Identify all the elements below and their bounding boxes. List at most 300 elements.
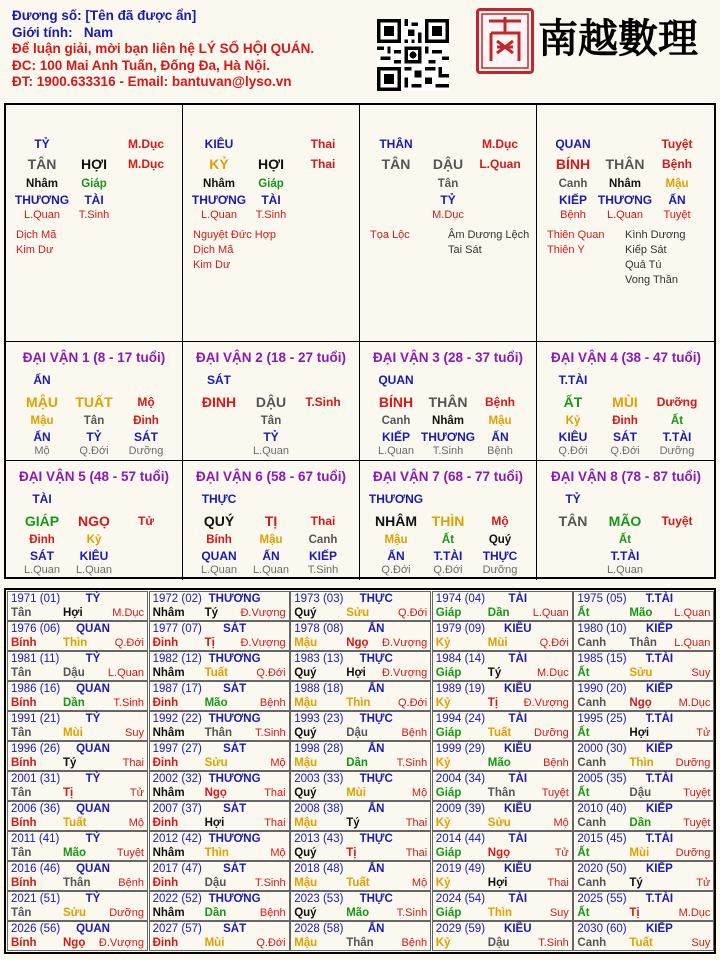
year-label: 1994 (24) xyxy=(435,713,486,725)
year-label: 1974 (04) xyxy=(435,593,486,605)
year-than: TỶ xyxy=(85,773,101,785)
year-can: Bính xyxy=(11,817,37,829)
year-can: Giáp xyxy=(435,667,462,679)
year-cell xyxy=(149,831,290,861)
year-chi: Hợi xyxy=(487,877,508,889)
year-phase: T.Sinh xyxy=(255,877,286,889)
year-chi: Mùi xyxy=(487,637,508,649)
dv-hidden-phase: L.Quan xyxy=(75,564,113,576)
star-right: Quả Tú xyxy=(625,259,662,271)
year-cell xyxy=(7,861,148,891)
star-left: Nguyệt Đức Hợp xyxy=(193,229,277,241)
hidden-than: TÀI xyxy=(84,193,104,207)
year-phase: Tuyệt xyxy=(541,787,569,799)
year-phase: Mộ xyxy=(270,847,286,859)
year-than: ẤN xyxy=(367,803,385,815)
year-phase: Suy xyxy=(549,907,569,919)
year-can: Giáp xyxy=(435,607,462,619)
year-chi: Dần xyxy=(346,757,368,769)
dai-van-can: TÂN xyxy=(558,513,588,529)
year-can: Quý xyxy=(294,847,317,859)
year-can: Kỷ xyxy=(435,877,451,889)
year-can: Ất xyxy=(577,907,590,919)
year-chi: Tý xyxy=(629,877,643,889)
year-can: Nhâm xyxy=(152,667,185,679)
year-can: Bính xyxy=(11,697,37,709)
year-cell xyxy=(149,741,290,771)
year-cell xyxy=(7,741,148,771)
dv-hidden-phase: Q.Đới xyxy=(79,445,109,457)
dv-hidden-than: T.TÀI xyxy=(662,430,692,444)
dv-hidden-can: Tân xyxy=(83,415,105,427)
pillar-phase-can: Bệnh xyxy=(662,157,692,171)
year-label: 2018 (48) xyxy=(294,863,344,875)
star-left: Dịch Mã xyxy=(193,244,234,256)
year-cell xyxy=(432,831,573,861)
dai-van-cell xyxy=(183,342,360,461)
year-than: THỰC xyxy=(359,593,393,605)
year-chi: Ngọ xyxy=(487,847,511,859)
dai-van-title: ĐẠI VẬN 3 (28 - 37 tuổi) xyxy=(372,350,524,365)
year-cell xyxy=(149,891,290,921)
year-cell xyxy=(432,891,573,921)
year-chi: Mão xyxy=(629,607,653,619)
pillar-cell xyxy=(183,105,360,342)
year-chi: Ngọ xyxy=(346,637,369,649)
dai-van-cell xyxy=(537,461,715,580)
year-can: Đinh xyxy=(152,817,179,829)
pillar-cell xyxy=(6,105,183,342)
header-info xyxy=(12,8,372,91)
year-phase: L.Quan xyxy=(674,637,711,649)
dai-van-title: ĐẠI VẬN 8 (78 - 87 tuổi) xyxy=(550,469,702,484)
address-line: ĐC: 100 Mai Anh Tuấn, Đống Đa, Hà Nội. xyxy=(12,57,271,73)
dai-van-phase: Dưỡng xyxy=(656,395,698,409)
year-than: T.TÀI xyxy=(645,773,674,785)
hidden-can: Tân xyxy=(437,178,459,190)
hidden-than: THƯƠNG xyxy=(191,193,247,207)
year-label: 1976 (06) xyxy=(11,623,61,635)
year-phase: Tử xyxy=(554,847,569,859)
year-than: T.TÀI xyxy=(645,593,674,605)
year-than: KIÊU xyxy=(504,623,532,635)
pillar-phase-can: Thai xyxy=(310,157,336,171)
year-cell xyxy=(573,861,714,891)
dv-hidden-than: SÁT xyxy=(613,430,637,444)
year-than: THỰC xyxy=(359,833,393,845)
year-cell xyxy=(149,801,290,831)
year-label: 2009 (39) xyxy=(435,803,486,815)
dv-hidden-than: ẤN xyxy=(33,430,51,444)
year-cell xyxy=(432,801,573,831)
year-chi: Hợi xyxy=(346,667,366,679)
year-chi: Ngọ xyxy=(629,697,652,709)
year-chi: Mão xyxy=(346,907,370,919)
year-phase: Đ.Vượng xyxy=(240,607,286,619)
year-label: 1997 (27) xyxy=(152,743,202,755)
year-label: 1987 (17) xyxy=(152,683,202,695)
year-label: 1989 (19) xyxy=(435,683,486,695)
year-than: THỰC xyxy=(359,653,393,665)
year-label: 2012 (42) xyxy=(152,833,202,845)
year-phase: T.Sinh xyxy=(396,907,428,919)
year-chi: Tuất xyxy=(63,817,87,829)
year-chi: Dậu xyxy=(629,787,652,799)
dai-van-chi: TUẤT xyxy=(75,394,113,410)
year-can: Giáp xyxy=(435,727,462,739)
dv-hidden-can: Quý xyxy=(488,534,512,546)
year-label: 2023 (53) xyxy=(294,893,344,905)
year-label: 2013 (43) xyxy=(294,833,344,845)
year-phase: M.Dục xyxy=(537,667,569,679)
dv-hidden-than: ẤN xyxy=(491,430,509,444)
year-cell xyxy=(290,861,431,891)
year-phase: Q.Đới xyxy=(539,637,569,649)
dai-van-phase: Mộ xyxy=(491,514,509,528)
year-can: Ất xyxy=(577,847,590,859)
year-phase: Q.Đới xyxy=(114,637,144,649)
year-label: 1995 (25) xyxy=(577,713,627,725)
dv-hidden-can: Ất xyxy=(670,415,684,427)
year-than: SÁT xyxy=(223,743,247,755)
dv-hidden-phase: Bệnh xyxy=(487,445,513,457)
year-phase: Thai xyxy=(405,817,428,829)
year-can: Nhâm xyxy=(152,787,185,799)
year-can: Tân xyxy=(11,607,32,619)
dv-hidden-than: THỰC xyxy=(482,549,518,563)
dai-van-title: ĐẠI VẬN 7 (68 - 77 tuổi) xyxy=(372,469,524,484)
year-label: 2028 (58) xyxy=(294,923,344,935)
year-cell xyxy=(149,771,290,801)
year-than: QUAN xyxy=(76,743,110,755)
year-than: TÀI xyxy=(508,773,528,785)
year-phase: Suy xyxy=(125,727,144,739)
year-phase: Suy xyxy=(691,667,711,679)
dv-hidden-phase: L.Quan xyxy=(377,445,415,457)
year-label: 1993 (23) xyxy=(294,713,344,725)
year-cell xyxy=(7,621,148,651)
year-chi: Mão xyxy=(63,847,86,859)
year-than: SÁT xyxy=(223,683,247,695)
year-chi: Hợi xyxy=(204,817,225,829)
hidden-than: THƯƠNG xyxy=(14,193,70,207)
year-phase: T.Sinh xyxy=(396,757,428,769)
year-phase: Dưỡng xyxy=(675,847,711,859)
year-phase: Dưỡng xyxy=(675,757,711,769)
dai-van-phase: Thai xyxy=(310,514,336,528)
year-label: 2001 (31) xyxy=(11,773,61,785)
year-phase: Đ.Vượng xyxy=(382,667,428,679)
year-phase: T.Sinh xyxy=(255,727,286,739)
year-than: KIÊU xyxy=(504,803,532,815)
dv-hidden-can: Tân xyxy=(260,415,282,427)
year-than: KIẾP xyxy=(645,683,673,695)
year-than: THƯƠNG xyxy=(208,773,261,785)
year-can: Nhâm xyxy=(152,727,185,739)
year-label: 1971 (01) xyxy=(11,593,61,605)
dv-hidden-can: Ất xyxy=(441,534,455,546)
pillar-cell xyxy=(360,105,537,342)
year-cell xyxy=(573,741,714,771)
year-cell xyxy=(149,591,290,621)
year-label: 2026 (56) xyxy=(11,923,61,935)
year-label: 1977 (07) xyxy=(152,623,202,635)
year-label: 1990 (20) xyxy=(577,683,627,695)
year-can: Kỷ xyxy=(435,937,451,949)
pillar-chi: DẬU xyxy=(432,156,464,172)
dv-hidden-than: ẤN xyxy=(387,549,405,563)
year-cell xyxy=(290,801,431,831)
year-chi: Sửu xyxy=(204,757,228,769)
svg-text:南越數理: 南越數理 xyxy=(538,15,698,60)
year-cell xyxy=(432,621,573,651)
year-label: 2022 (52) xyxy=(152,893,202,905)
year-label: 1980 (10) xyxy=(577,623,627,635)
year-than: QUAN xyxy=(76,683,110,695)
year-cell xyxy=(7,891,148,921)
year-cell xyxy=(7,651,148,681)
dai-van-chi: MÙI xyxy=(612,394,638,410)
year-can: Quý xyxy=(294,907,317,919)
year-cell xyxy=(149,651,290,681)
year-can: Bính xyxy=(11,757,37,769)
year-cell xyxy=(7,801,148,831)
phone-line: ĐT: 1900.633316 - Email: bantuvan@lyso.vn xyxy=(12,74,292,89)
dv-hidden-than: KIÊU xyxy=(558,430,588,444)
pillar-chi: HỢI xyxy=(258,156,284,172)
year-chi: Hợi xyxy=(63,607,83,619)
year-cell xyxy=(432,681,573,711)
year-phase: Bệnh xyxy=(401,727,428,739)
pillar-can: KỶ xyxy=(209,156,229,172)
dv-hidden-can: Mậu xyxy=(384,534,408,546)
year-cell xyxy=(573,681,714,711)
pillar-phase-top: Thai xyxy=(310,137,336,151)
year-chi: Tý xyxy=(204,607,219,619)
year-label: 1992 (22) xyxy=(152,713,202,725)
year-than: THỰC xyxy=(359,713,393,725)
dv-hidden-can: Nhâm xyxy=(432,415,464,427)
year-chi: Mùi xyxy=(346,787,366,799)
year-phase: Bệnh xyxy=(543,757,569,769)
year-cell xyxy=(573,651,714,681)
star-right: Vong Thần xyxy=(625,274,679,286)
dai-van-than: TỶ xyxy=(565,492,581,506)
hidden-than: KIẾP xyxy=(558,193,588,207)
year-chi: Dần xyxy=(487,607,510,619)
year-can: Nhâm xyxy=(152,907,185,919)
dv-hidden-than: TỶ xyxy=(263,430,279,444)
year-label: 2000 (30) xyxy=(577,743,627,755)
year-can: Tân xyxy=(11,727,32,739)
year-label: 1981 (11) xyxy=(11,653,60,665)
year-can: Giáp xyxy=(435,907,462,919)
year-cell xyxy=(432,591,573,621)
year-cell xyxy=(573,621,714,651)
dv-hidden-than: T.TÀI xyxy=(610,549,640,563)
year-label: 2005 (35) xyxy=(577,773,627,785)
year-chi: Dậu xyxy=(346,727,368,739)
year-than: QUAN xyxy=(76,623,110,635)
dv-hidden-can: Mậu xyxy=(488,415,512,427)
year-label: 1996 (26) xyxy=(11,743,61,755)
pillar-can: BÍNH xyxy=(555,156,591,172)
dv-hidden-can: Kỷ xyxy=(565,415,581,427)
year-chi: Mùi xyxy=(204,937,225,949)
pillar-phase-top: M.Dục xyxy=(482,137,518,151)
dai-van-can: ẤT xyxy=(563,394,583,410)
year-label: 2025 (55) xyxy=(577,893,627,905)
pillar-cell xyxy=(537,105,715,342)
dai-van-than: TÀI xyxy=(32,492,52,506)
year-can: Kỷ xyxy=(435,697,451,709)
star-right: Kiếp Sát xyxy=(625,244,667,256)
dai-van-cell xyxy=(183,461,360,580)
year-cell xyxy=(290,621,431,651)
year-than: KIẾP xyxy=(645,803,673,815)
dv-hidden-phase: T.Sinh xyxy=(307,564,339,576)
dv-hidden-phase: L.Quan xyxy=(606,564,644,576)
year-can: Bính xyxy=(11,937,37,949)
hidden-than: TỶ xyxy=(440,193,456,207)
year-can: Quý xyxy=(294,667,317,679)
year-than: TỶ xyxy=(85,833,101,845)
year-can: Canh xyxy=(577,757,607,769)
year-than: TỶ xyxy=(85,593,101,605)
year-can: Quý xyxy=(294,787,317,799)
year-than: QUAN xyxy=(76,803,110,815)
year-label: 2029 (59) xyxy=(435,923,486,935)
dai-van-than: THƯƠNG xyxy=(368,492,424,506)
dai-van-than: QUAN xyxy=(378,373,414,387)
year-phase: M.Dục xyxy=(678,907,711,919)
year-chi: Thìn xyxy=(346,697,371,709)
year-can: Tân xyxy=(11,907,32,919)
year-can: Nhâm xyxy=(152,847,185,859)
hidden-phase: L.Quan xyxy=(23,209,61,221)
dv-hidden-than: T.TÀI xyxy=(433,549,463,563)
year-phase: Mộ xyxy=(553,817,569,829)
year-than: THƯƠNG xyxy=(208,713,261,725)
year-cell xyxy=(290,921,431,951)
dai-van-title: ĐẠI VẬN 1 (8 - 17 tuổi) xyxy=(22,350,166,365)
year-label: 1986 (16) xyxy=(11,683,61,695)
year-can: Tân xyxy=(11,847,32,859)
year-than: SÁT xyxy=(223,803,247,815)
year-chi: Tuất xyxy=(346,877,370,889)
year-cell xyxy=(432,651,573,681)
year-than: THƯƠNG xyxy=(208,893,261,905)
year-can: Canh xyxy=(577,817,607,829)
year-label: 1972 (02) xyxy=(152,593,202,605)
dv-hidden-can: Đinh xyxy=(133,415,159,427)
year-cell xyxy=(7,591,148,621)
pillar-phase-top: M.Dục xyxy=(128,137,164,151)
year-than: SÁT xyxy=(223,623,247,635)
dai-van-than: T.TÀI xyxy=(558,373,588,387)
year-chi: Dần xyxy=(63,697,85,709)
year-cell xyxy=(149,861,290,891)
year-than: TÀI xyxy=(508,893,528,905)
year-phase: Thai xyxy=(264,817,286,829)
dai-van-title: ĐẠI VẬN 6 (58 - 67 tuổi) xyxy=(195,469,347,484)
year-phase: Mộ xyxy=(411,787,428,799)
dv-hidden-than: SÁT xyxy=(134,430,158,444)
year-phase: Thai xyxy=(122,757,144,769)
year-chi: Sửu xyxy=(487,817,511,829)
year-label: 2030 (60) xyxy=(577,923,627,935)
year-chi: Dậu xyxy=(487,937,510,949)
year-phase: Dưỡng xyxy=(109,907,144,919)
dv-hidden-can: Canh xyxy=(308,534,338,546)
year-cell xyxy=(290,711,431,741)
dai-van-title: ĐẠI VẬN 5 (48 - 57 tuổi) xyxy=(18,469,170,484)
year-label: 2007 (37) xyxy=(152,803,202,815)
pillar-can: TÂN xyxy=(381,156,411,172)
year-phase: Q.Đới xyxy=(397,607,428,619)
year-phase: L.Quan xyxy=(674,607,711,619)
year-label: 2002 (32) xyxy=(152,773,202,785)
year-cell xyxy=(290,591,431,621)
duong-so-value: [Tên đã được ẩn] xyxy=(85,8,197,23)
year-chi: Dần xyxy=(629,817,652,829)
year-can: Canh xyxy=(577,877,607,889)
year-phase: Tuyệt xyxy=(116,847,144,859)
year-than: THƯƠNG xyxy=(208,593,261,605)
dai-van-cell xyxy=(6,461,183,580)
year-can: Đinh xyxy=(152,757,179,769)
year-can: Giáp xyxy=(435,847,462,859)
pillar-can: TÂN xyxy=(27,156,57,172)
hidden-can: Mậu xyxy=(665,178,689,190)
year-cell xyxy=(7,831,148,861)
year-can: Giáp xyxy=(435,787,462,799)
dai-van-chi: DẬU xyxy=(255,394,287,410)
dai-van-can: GIÁP xyxy=(24,513,60,529)
year-label: 2024 (54) xyxy=(435,893,486,905)
year-chi: Thân xyxy=(63,877,91,889)
year-cell xyxy=(290,681,431,711)
pillar-chi: HỢI xyxy=(81,156,107,172)
year-phase: Đ.Vượng xyxy=(523,697,569,709)
year-chi: Ngọ xyxy=(204,787,227,799)
year-phase: Bệnh xyxy=(118,877,144,889)
dv-hidden-phase: Q.Đới xyxy=(433,564,463,576)
year-phase: Đ.Vượng xyxy=(382,637,428,649)
year-phase: Bệnh xyxy=(401,937,428,949)
qr-code-icon xyxy=(377,19,449,91)
year-label: 2003 (33) xyxy=(294,773,344,785)
year-than: KIÊU xyxy=(504,743,532,755)
bazi-chart-grid xyxy=(4,103,716,579)
year-phase: Mộ xyxy=(128,817,144,829)
dv-hidden-phase: L.Quan xyxy=(23,564,61,576)
dai-van-chi: TỊ xyxy=(264,513,278,529)
year-than: ẤN xyxy=(367,863,385,875)
year-phase: Mộ xyxy=(411,877,428,889)
year-cell xyxy=(7,681,148,711)
year-label: 2017 (47) xyxy=(152,863,202,875)
dv-hidden-than: SÁT xyxy=(30,549,54,563)
hidden-phase: T.Sinh xyxy=(255,209,287,221)
dv-hidden-phase: Dưỡng xyxy=(128,445,164,457)
year-phase: Suy xyxy=(691,937,711,949)
year-than: T.TÀI xyxy=(645,713,674,725)
pillar-phase-can: L.Quan xyxy=(479,157,521,171)
hidden-can: Nhâm xyxy=(26,178,58,190)
year-phase: Q.Đới xyxy=(256,937,286,949)
dv-hidden-than: TỶ xyxy=(86,430,102,444)
